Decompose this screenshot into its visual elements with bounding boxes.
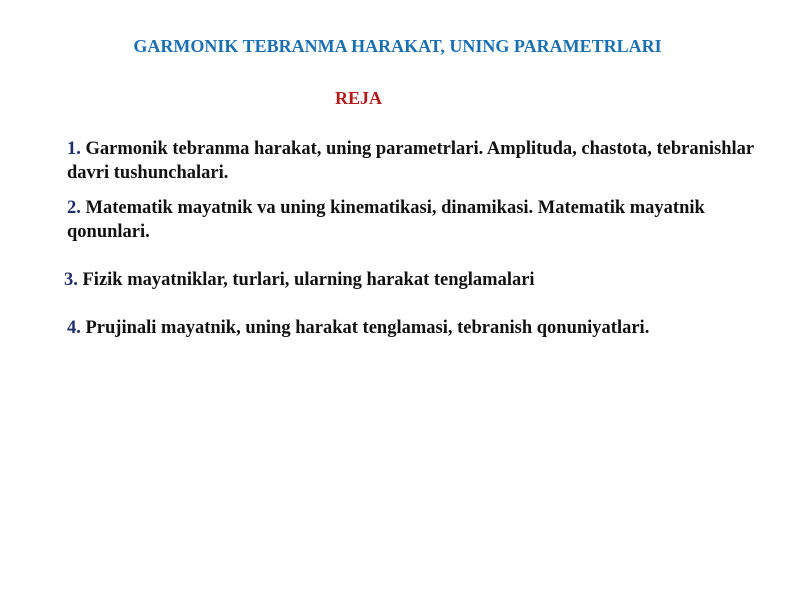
plan-item-number: 2. — [67, 198, 81, 218]
plan-item-number: 3. — [64, 270, 78, 290]
plan-heading: REJA — [335, 88, 383, 108]
plan-item-2 — [67, 196, 777, 244]
plan-item-number: 1. — [67, 139, 81, 159]
plan-item-3 — [64, 268, 774, 292]
plan-item-text: Garmonik tebranma harakat, uning parametrlari. Amplituda, chastota, tebranishlar davri tushunchalari. — [67, 139, 754, 183]
plan-item-text: Prujinali mayatnik, uning harakat tenglamasi, tebranish qonuniyatlari. — [80, 318, 650, 338]
plan-item-number: 4. — [67, 318, 81, 338]
page-title: GARMONIK TEBRANMA HARAKAT, UNING PARAMETRLARI — [133, 36, 662, 56]
plan-item-4 — [67, 316, 777, 340]
plan-item-1 — [67, 137, 767, 185]
plan-item-text: Matematik mayatnik va uning kinematikasi, dinamikasi. Matematik mayatnik qonunlari. — [67, 198, 705, 242]
plan-item-text: Fizik mayatniklar, turlari, ularning harakat tenglamalari — [77, 270, 535, 290]
